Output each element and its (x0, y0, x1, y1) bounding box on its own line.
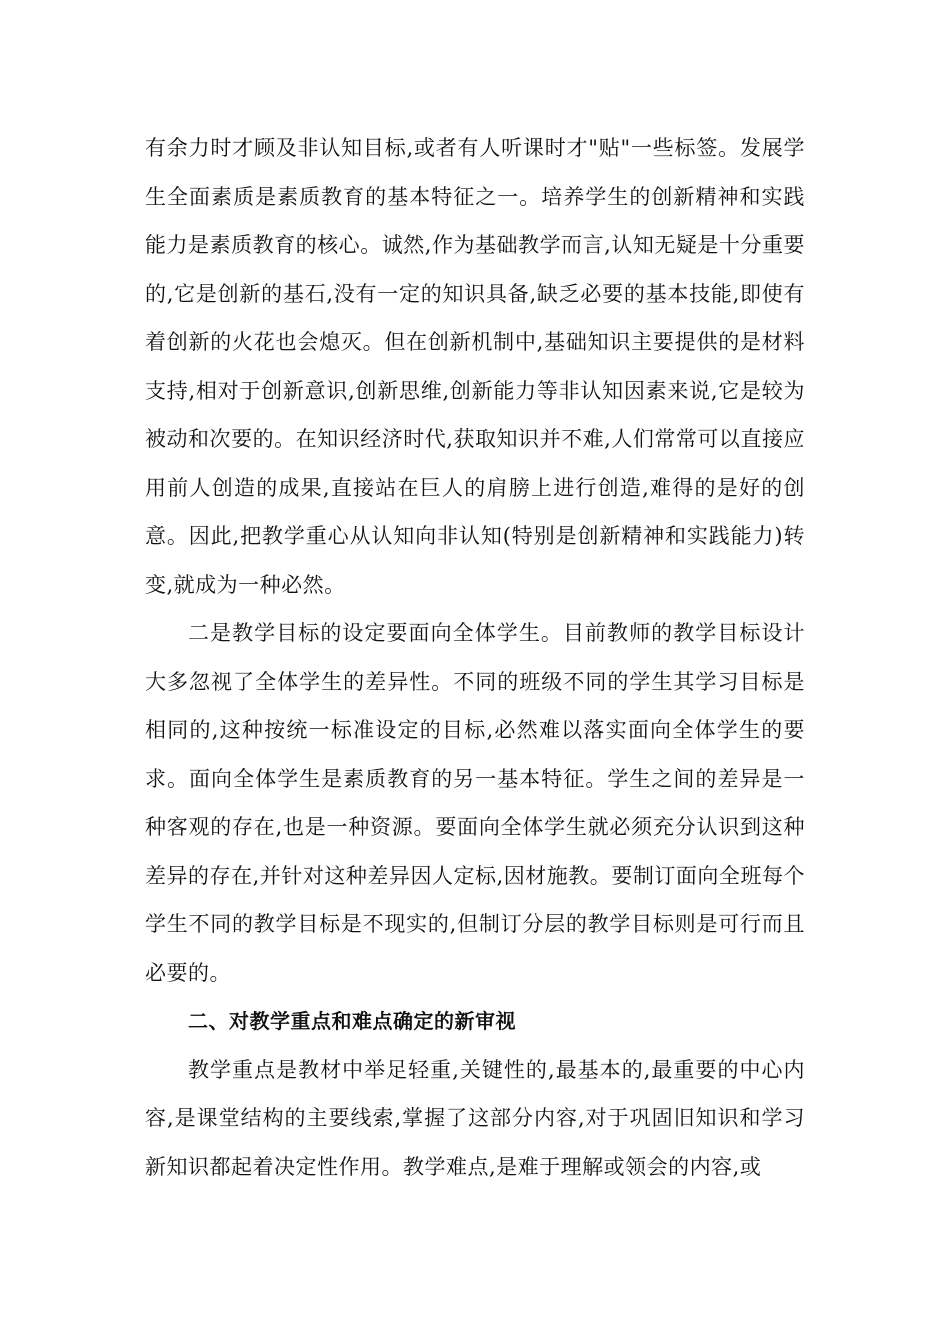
section-heading: 二、对教学重点和难点确定的新审视 (188, 1009, 516, 1033)
paragraph-teaching-goals-all-students: 二是教学目标的设定要面向全体学生。目前教师的教学目标设计大多忽视了全体学生的差异性。不同的班级不同的学生其学习目标是相同的,这种按统一标准设定的目标,必然难以落实面向全体学生的要求。面向全体学生是素质教育的另一基本特征。学生之间的差异是一种客观的存在,也是一种资源。要面向全体学生就必须充分认识到这种差异的存在,并针对这种差异因人定标,因材施教。要制订面向全班每个学生不同的教学目标是不现实的,但制订分层的教学目标则是可行而且必要的。 (145, 621, 805, 985)
document-body (145, 124, 805, 1191)
paragraph-key-points: 教学重点是教材中举足轻重,关键性的,最基本的,最重要的中心内容,是课堂结构的主要线索,掌握了这部分内容,对于巩固旧知识和学习新知识都起着决定性作用。教学难点,是难于理解或领会的内容,或 (145, 1057, 805, 1179)
paragraph-continuation: 有余力时才顾及非认知目标,或者有人听课时才"贴"一些标签。发展学生全面素质是素质教育的基本特征之一。培养学生的创新精神和实践能力是素质教育的核心。诚然,作为基础教学而言,认知无疑是十分重要的,它是创新的基石,没有一定的知识具备,缺乏必要的基本技能,即使有着创新的火花也会熄灭。但在创新机制中,基础知识主要提供的是材料支持,相对于创新意识,创新思维,创新能力等非认知因素来说,它是较为被动和次要的。在知识经济时代,获取知识并不难,人们常常可以直接应用前人创造的成果,直接站在巨人的肩膀上进行创造,难得的是好的创意。因此,把教学重心从认知向非认知(特别是创新精神和实践能力)转变,就成为一种必然。 (145, 136, 805, 597)
